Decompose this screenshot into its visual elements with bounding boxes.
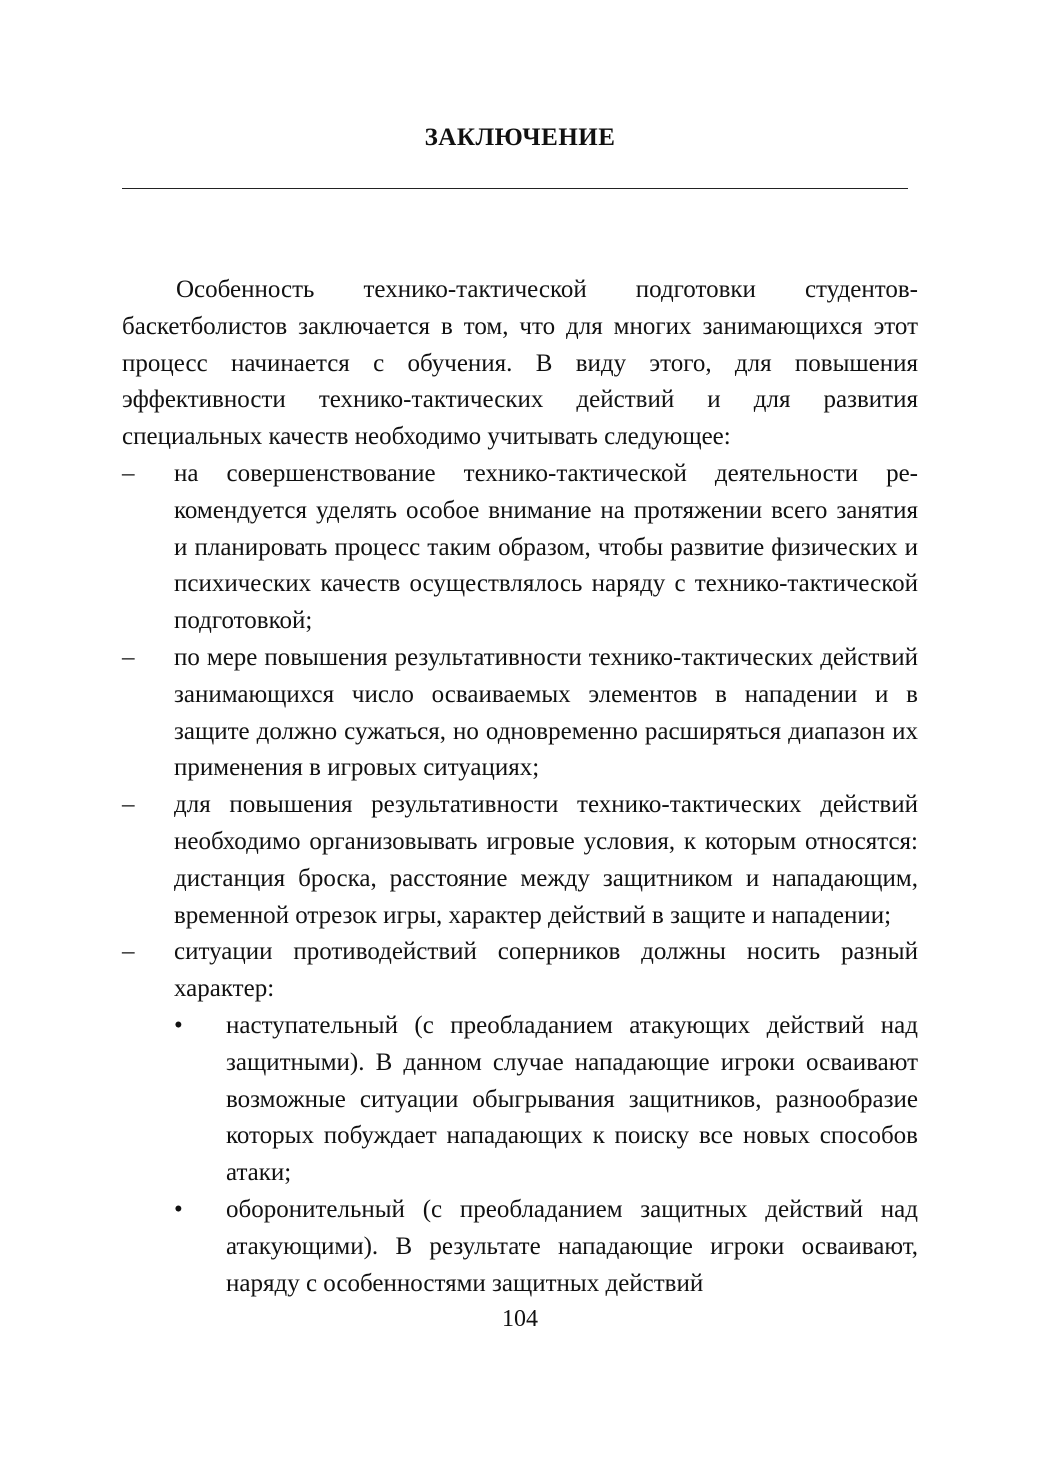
bullet-marker: •	[174, 1195, 183, 1223]
list-item-text: ситуации противодействий соперников должны носить разный характер:	[174, 938, 918, 1003]
bullet-marker: •	[174, 1011, 183, 1039]
chapter-heading: ЗАКЛЮЧЕНИЕ	[424, 124, 616, 151]
dash-marker: –	[122, 938, 135, 966]
dash-marker: –	[122, 643, 135, 671]
intro-paragraph: Особенность технико-тактической подготовки студентов-баскетболистов заключается в том, что для многих занимающихся этот процесс начинается с обучения. В виду этого, для повышения эффективности технико-тактических действий и для развития специальных качеств необходимо учитывать следующее:	[122, 276, 918, 451]
dash-marker: –	[122, 791, 135, 819]
dash-marker: –	[122, 459, 135, 487]
body-text	[122, 272, 918, 1302]
sub-list-item	[174, 1192, 918, 1302]
list-item	[122, 787, 918, 934]
page-number: 104	[502, 1306, 538, 1332]
sub-list-item-text: оборонительный (с преобладанием защитных действий над атакующими). В результате нападающие игроки осваивают, наряду с особенностями защитных действий	[226, 1195, 918, 1297]
situation-types-list	[174, 1008, 918, 1302]
list-item-text: по мере повышения результативности технико-тактических действий занимающихся число осваиваемых элементов в нападении и в защите должно сужаться, но одновременно расширяться диапазон их применения в игровых ситуациях;	[174, 643, 918, 782]
list-item	[122, 456, 918, 640]
heading-underline	[122, 188, 908, 189]
list-item	[122, 640, 918, 787]
list-item-text: для повышения результативности технико-тактических действий необходимо организовывать игровые условия, к которым относятся: дистанция броска, расстояние между защитником и нападающим, временной отрезок игры, характер действий в защите и нападении;	[174, 791, 918, 929]
list-item-text: на совершенствование технико-тактической деятельности рекомендуется уделять особое внимание на протяжении всего занятия и планировать процесс таким образом, чтобы развитие физических и психических качеств осуществлялось наряду с технико-тактической подготовкой;	[174, 459, 918, 635]
recommendations-list	[122, 456, 918, 1302]
sub-list-item	[174, 1008, 918, 1192]
sub-list-item-text: наступательный (с преобладанием атакующих действий над защитными). В данном случае нападающие игроки осваивают возможные ситуации обыгрывания защитников, разнообразие которых побуждает нападающих к поиску все новых способов атаки;	[226, 1011, 918, 1187]
list-item	[122, 934, 918, 1302]
